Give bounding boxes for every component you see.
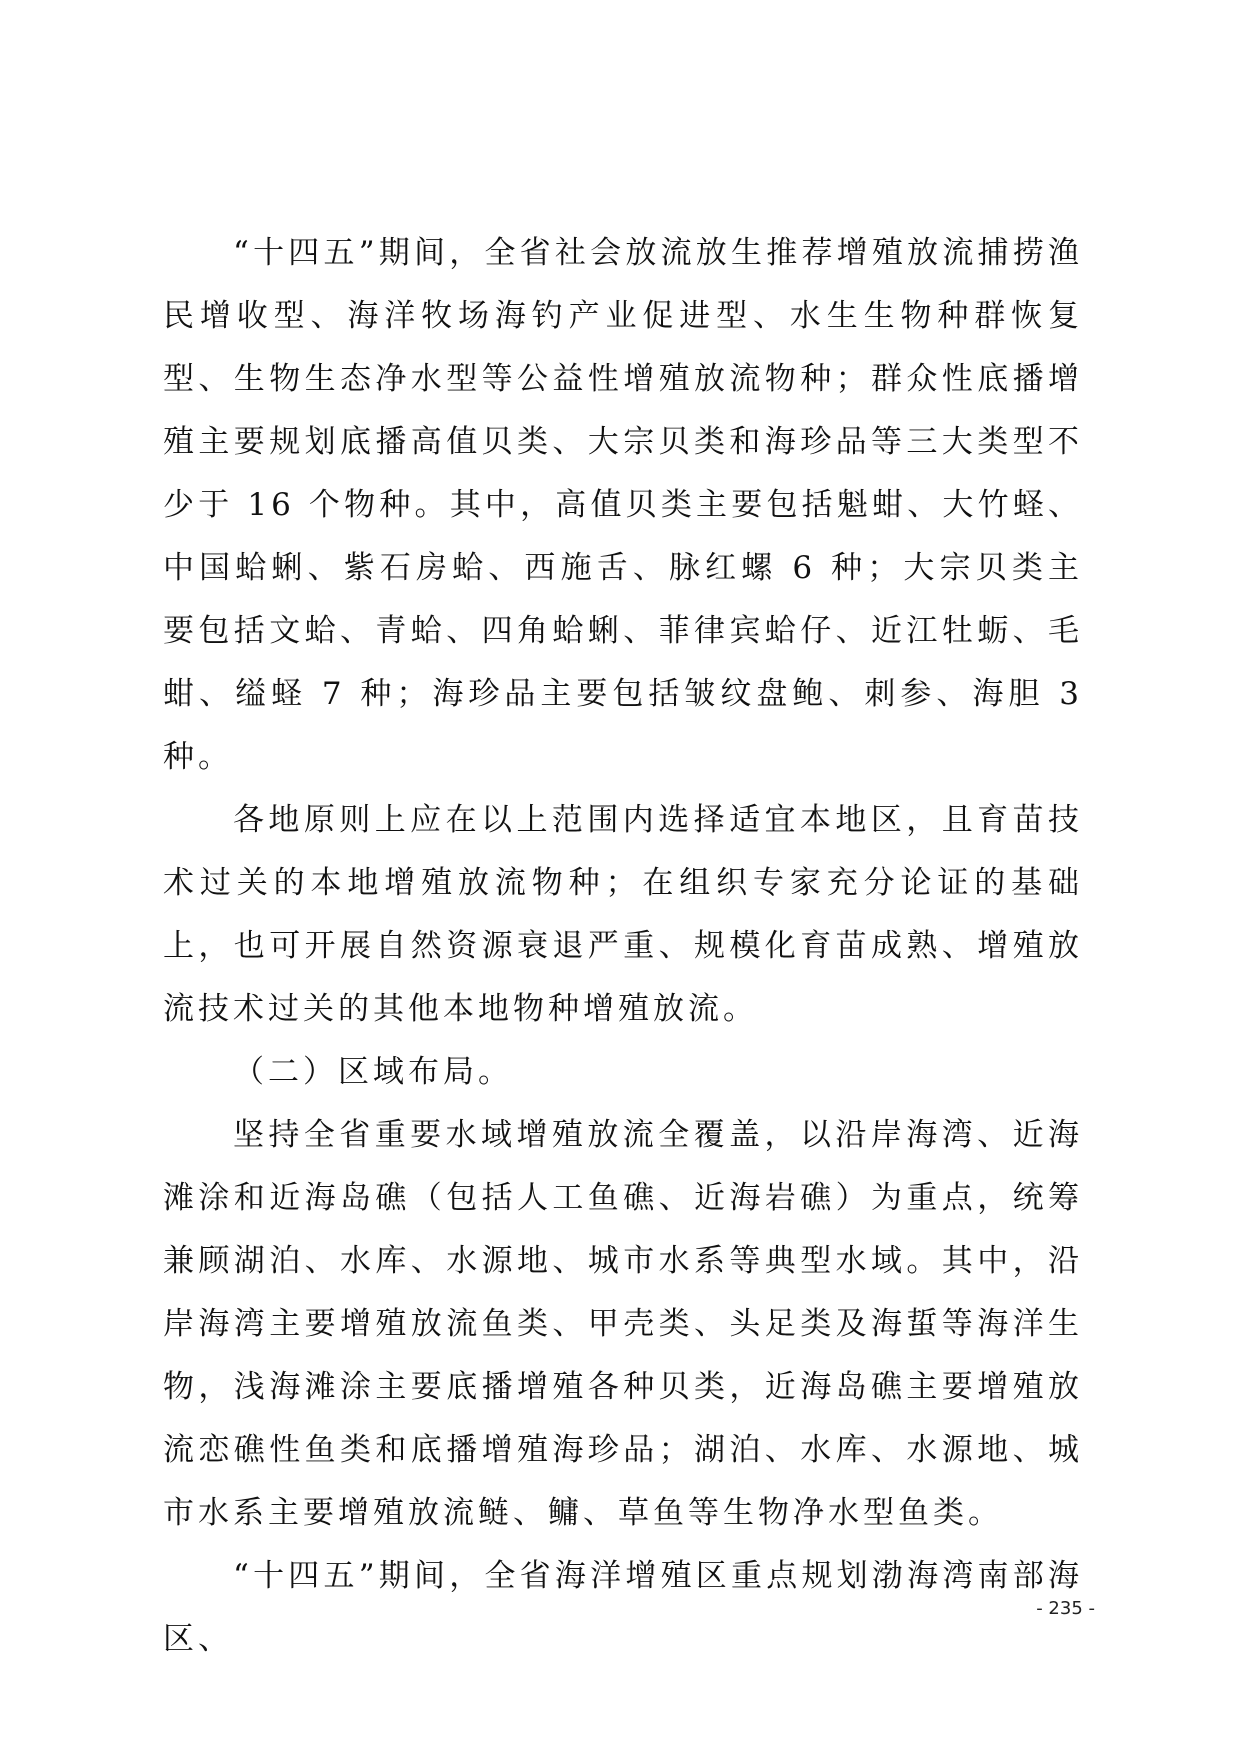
paragraph-marine-zones: “十四五”期间，全省海洋增殖区重点规划渤海湾南部海区、 <box>163 1558 1083 1657</box>
paragraph-species-list: “十四五”期间，全省社会放流放生推荐增殖放流捕捞渔民增收型、海洋牧场海钓产业促进型、水生生物种群恢复型、生物生态净水型等公益性增殖放流物种；群众性底播增殖主要规划底播高值贝类、大宗贝类和海珍品等三大类型不少于 16 个物种。其中，高值贝类主要包括魁蚶、大竹蛏、中国蛤蜊、紫石房蛤、西施舌、脉红螺 6 种；大宗贝类主要包括文蛤、青蛤、四角蛤蜊、菲律宾蛤仔、近江牡蛎、毛蚶、缢蛏 7 种；海珍品主要包括皱纹盘鲍、刺参、海胆 3 种。 <box>163 235 1083 775</box>
page-number: - 235 - <box>1036 1598 1095 1619</box>
document-body <box>163 222 1083 1671</box>
paragraph-selection-principle: 各地原则上应在以上范围内选择适宜本地区，且育苗技术过关的本地增殖放流物种；在组织专家充分论证的基础上，也可开展自然资源衰退严重、规模化育苗成熟、增殖放流技术过关的其他本地物种增殖放流。 <box>163 802 1083 1027</box>
paragraph-regional-coverage: 坚持全省重要水域增殖放流全覆盖，以沿岸海湾、近海滩涂和近海岛礁（包括人工鱼礁、近海岩礁）为重点，统筹兼顾湖泊、水库、水源地、城市水系等典型水域。其中，沿岸海湾主要增殖放流鱼类、甲壳类、头足类及海蜇等海洋生物，浅海滩涂主要底播增殖各种贝类，近海岛礁主要增殖放流恋礁性鱼类和底播增殖海珍品；湖泊、水库、水源地、城市水系主要增殖放流鲢、鳙、草鱼等生物净水型鱼类。 <box>163 1117 1083 1531</box>
section-heading-regional-layout: （二）区域布局。 <box>233 1054 513 1090</box>
